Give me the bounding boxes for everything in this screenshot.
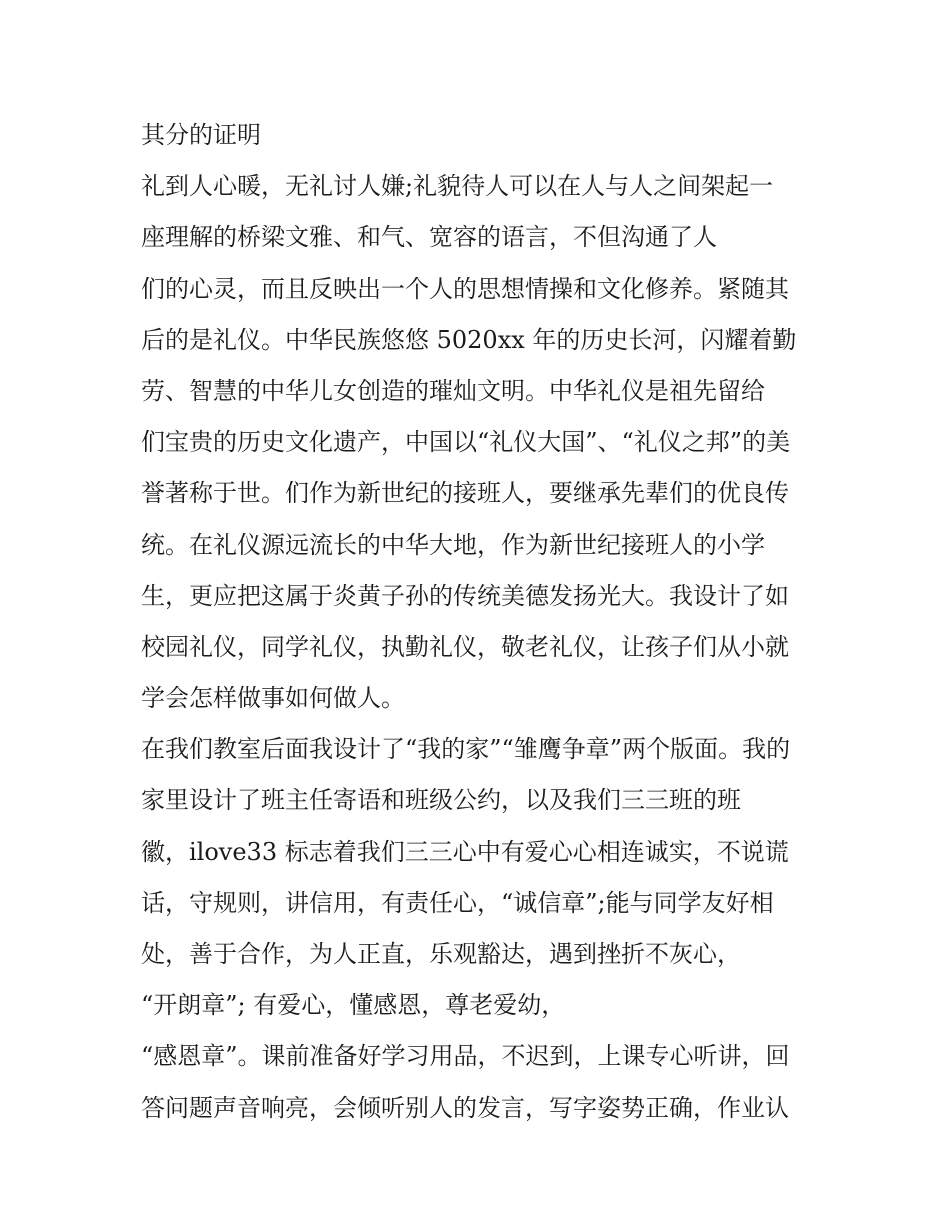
- text-line: 话，守规则，讲信用，有责任心，“诚信章”;能与同学友好相: [141, 888, 774, 917]
- text-line: 们的心灵，而且反映出一个人的思想情操和文化修养。紧随其: [141, 274, 789, 303]
- text-line: 统。在礼仪源远流长的中华大地，作为新世纪接班人的小学: [141, 530, 765, 559]
- text-line: “感恩章”。课前准备好学习用品，不迟到，上课专心听讲，回: [141, 1042, 790, 1071]
- text-line: 徽，ilove33 标志着我们三三心中有爱心心相连诚实，不说谎: [141, 837, 789, 866]
- text-line: 校园礼仪，同学礼仪，执勤礼仪，敬老礼仪，让孩子们从小就: [141, 632, 789, 661]
- text-line: 礼到人心暖，无礼讨人嫌;礼貌待人可以在人与人之间架起一: [141, 172, 774, 201]
- text-line: 学会怎样做事如何做人。: [141, 684, 405, 713]
- text-line: 劳、智慧的中华儿女创造的璀灿文明。中华礼仪是祖先留给: [141, 376, 765, 405]
- text-line: 们宝贵的历史文化遗产，中国以“礼仪大国”、“礼仪之邦”的美: [141, 428, 791, 457]
- text-line: 在我们教室后面我设计了“我的家”“雏鹰争章”两个版面。我的: [141, 735, 791, 764]
- text-line: 誉著称于世。们作为新世纪的接班人，要继承先辈们的优良传: [141, 479, 789, 508]
- text-line: 后的是礼仪。中华民族悠悠 5020xx 年的历史长河，闪耀着勤: [141, 325, 797, 354]
- text-line: 处，善于合作，为人正直，乐观豁达，遇到挫折不灰心，: [141, 940, 741, 968]
- text-line: 生，更应把这属于炎黄子孙的传统美德发扬光大。我设计了如: [141, 581, 789, 610]
- document-body: [141, 110, 821, 1134]
- text-line: 其分的证明: [141, 121, 261, 149]
- text-line: 座理解的桥梁文雅、和气、宽容的语言，不但沟通了人: [141, 223, 717, 252]
- text-line: 答问题声音响亮，会倾听别人的发言，写字姿势正确，作业认: [141, 1093, 789, 1122]
- text-line: “开朗章”; 有爱心，懂感恩，尊老爱幼，: [141, 991, 566, 1020]
- text-line: 家里设计了班主任寄语和班级公约，以及我们三三班的班: [141, 786, 741, 815]
